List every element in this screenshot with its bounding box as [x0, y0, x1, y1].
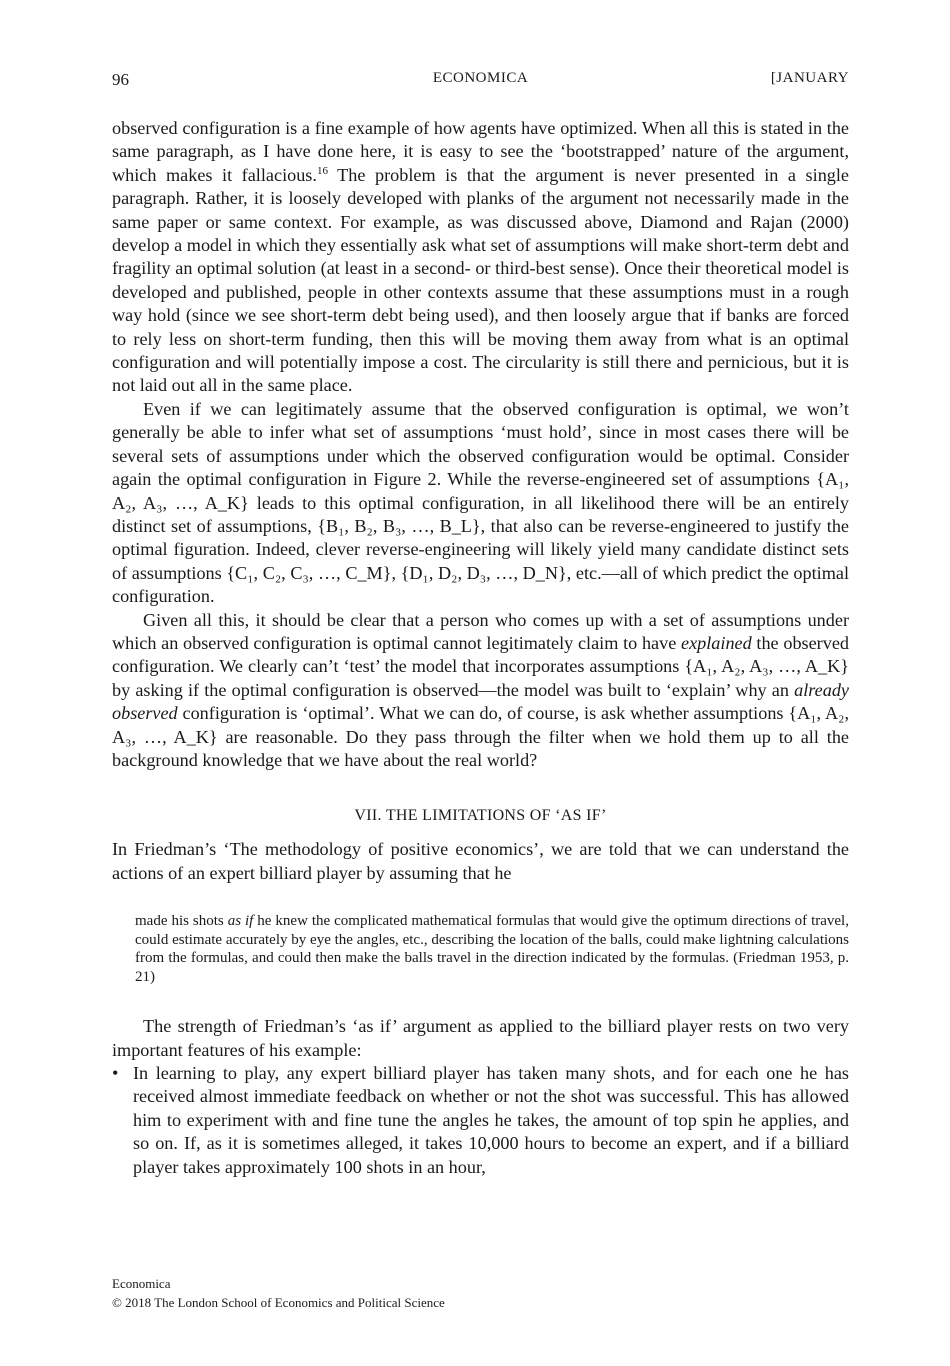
paragraph-1	[112, 117, 849, 398]
bullet-icon: •	[112, 1063, 119, 1083]
paragraph-3-text-a: Given all this, it should be clear that a person who comes up with a set of assumptions under which an observed configuration is optimal cannot legitimately claim to have	[112, 609, 849, 653]
emphasis-already-observed: already observed	[112, 679, 849, 724]
paragraph-1-text-b: The problem is that the argument is never presented in a single paragraph. Rather, it is loosely developed with planks of the argument not necessarily made in the same paper or same context. For example, as was discussed above, Diamond and Rajan (2000) develop a model in which they essentially ask what set of assumptions will make short-term debt and fragility an optimal solution (at least in a second- or third-best sense). Once their theoretical model is developed and published, people in other contexts assume that these assumptions must in a rough way hold (since we see short-term debt being used), and then loosely argue that if banks are forced to rely less on short-term funding, then this will be moving them away from what is an optimal configuration and will potentially impose a cost. The circularity is still there and pernicious, but it is not laid out all in the same place.	[112, 164, 850, 396]
journal-title: ECONOMICA	[432, 70, 529, 86]
quote-text-b: he knew the complicated mathematical formulas that would give the optimum directions of travel, could estimate accurately by eye the angles, etc., describing the location of the balls, could make lightning calculations from the formulas, and could then make the balls travel in the direction indicated by the formulas. (Friedman 1953, p. 21)	[135, 913, 849, 985]
paragraph-4: The strength of Friedman’s ‘as if’ argument as applied to the billiard player rests on two very important features of his example:	[112, 1016, 849, 1060]
page	[112, 70, 849, 1179]
bullet-list	[112, 1062, 849, 1179]
paragraph-3-text-b: the observed configuration. We clearly can’t ‘test’ the model that incorporates assumptions {A₁, A₂, A₃, …, A_K} by asking if the optimal configuration is observed—the model was built to ‘explain’ why an	[112, 632, 849, 700]
section-heading: VII. THE LIMITATIONS OF ‘AS IF’	[354, 807, 607, 825]
emphasis-explained: explained	[681, 632, 752, 653]
running-head	[112, 70, 849, 96]
paragraph-2: Even if we can legitimately assume that the observed configuration is optimal, we won’t generally be able to infer what set of assumptions ‘must hold’, since in most cases there will be several sets of assumptions under which the observed configuration would be optimal. Consider again the optimal configuration in Figure 2. While the reverse-engineered set of assumptions {A₁, A₂, A₃, …, A_K} leads to this optimal configuration, in all likelihood there will be an entirely distinct set of assumptions, {B₁, B₂, B₃, …, B_L}, that also can be reverse-engineered to justify the optimal figuration. Indeed, clever reverse-engineering will likely yield many candidate distinct sets of assumptions {C₁, C₂, C₃, …, C_M}, {D₁, D₂, D₃, …, D_N}, etc.—all of which predict the optimal configuration.	[112, 398, 849, 607]
page-number: 96	[112, 70, 129, 89]
paragraph-3-text-c: configuration is ‘optimal’. What we can do, of course, is ask whether assumptions {A₁, A₂, A₃, …, A_K} are reasonable. Do they pass through the filter when we hold them up to all the background knowledge that we have about the real world?	[112, 703, 849, 770]
paragraph-1-text-a: observed configuration is a fine example of how agents have optimized. When all this is stated in the same paragraph, as I have done here, it is easy to see the ‘bootstrapped’ nature of the argument, which makes it fallacious.	[112, 118, 849, 185]
block-quote	[135, 912, 849, 986]
footnote-ref-16[interactable]: 16	[316, 164, 328, 177]
footer-journal: Economica	[112, 1276, 171, 1291]
list-item	[112, 1062, 849, 1179]
quote-text-a: made his shots	[135, 913, 228, 930]
section-intro: In Friedman’s ‘The methodology of positive economics’, we are told that we can understand the actions of an expert billiard player by assuming that he	[112, 839, 849, 883]
page-footer	[112, 1274, 445, 1312]
paragraph-3	[112, 609, 849, 773]
emphasis-as-if: as if	[227, 913, 254, 930]
issue-date: [JANUARY	[770, 70, 849, 86]
list-item-text: In learning to play, any expert billiard player has taken many shots, and for each one he has received almost immediate feedback on whether or not the shot was successful. This has allowed him to experiment with and fine tune the angles he takes, the amount of top spin he applies, and so on. If, as it is sometimes alleged, it takes 10,000 hours to become an expert, and if a billiard player takes approximately 100 shots in an hour,	[133, 1063, 849, 1177]
footer-copyright: © 2018 The London School of Economics and Political Science	[112, 1295, 445, 1310]
